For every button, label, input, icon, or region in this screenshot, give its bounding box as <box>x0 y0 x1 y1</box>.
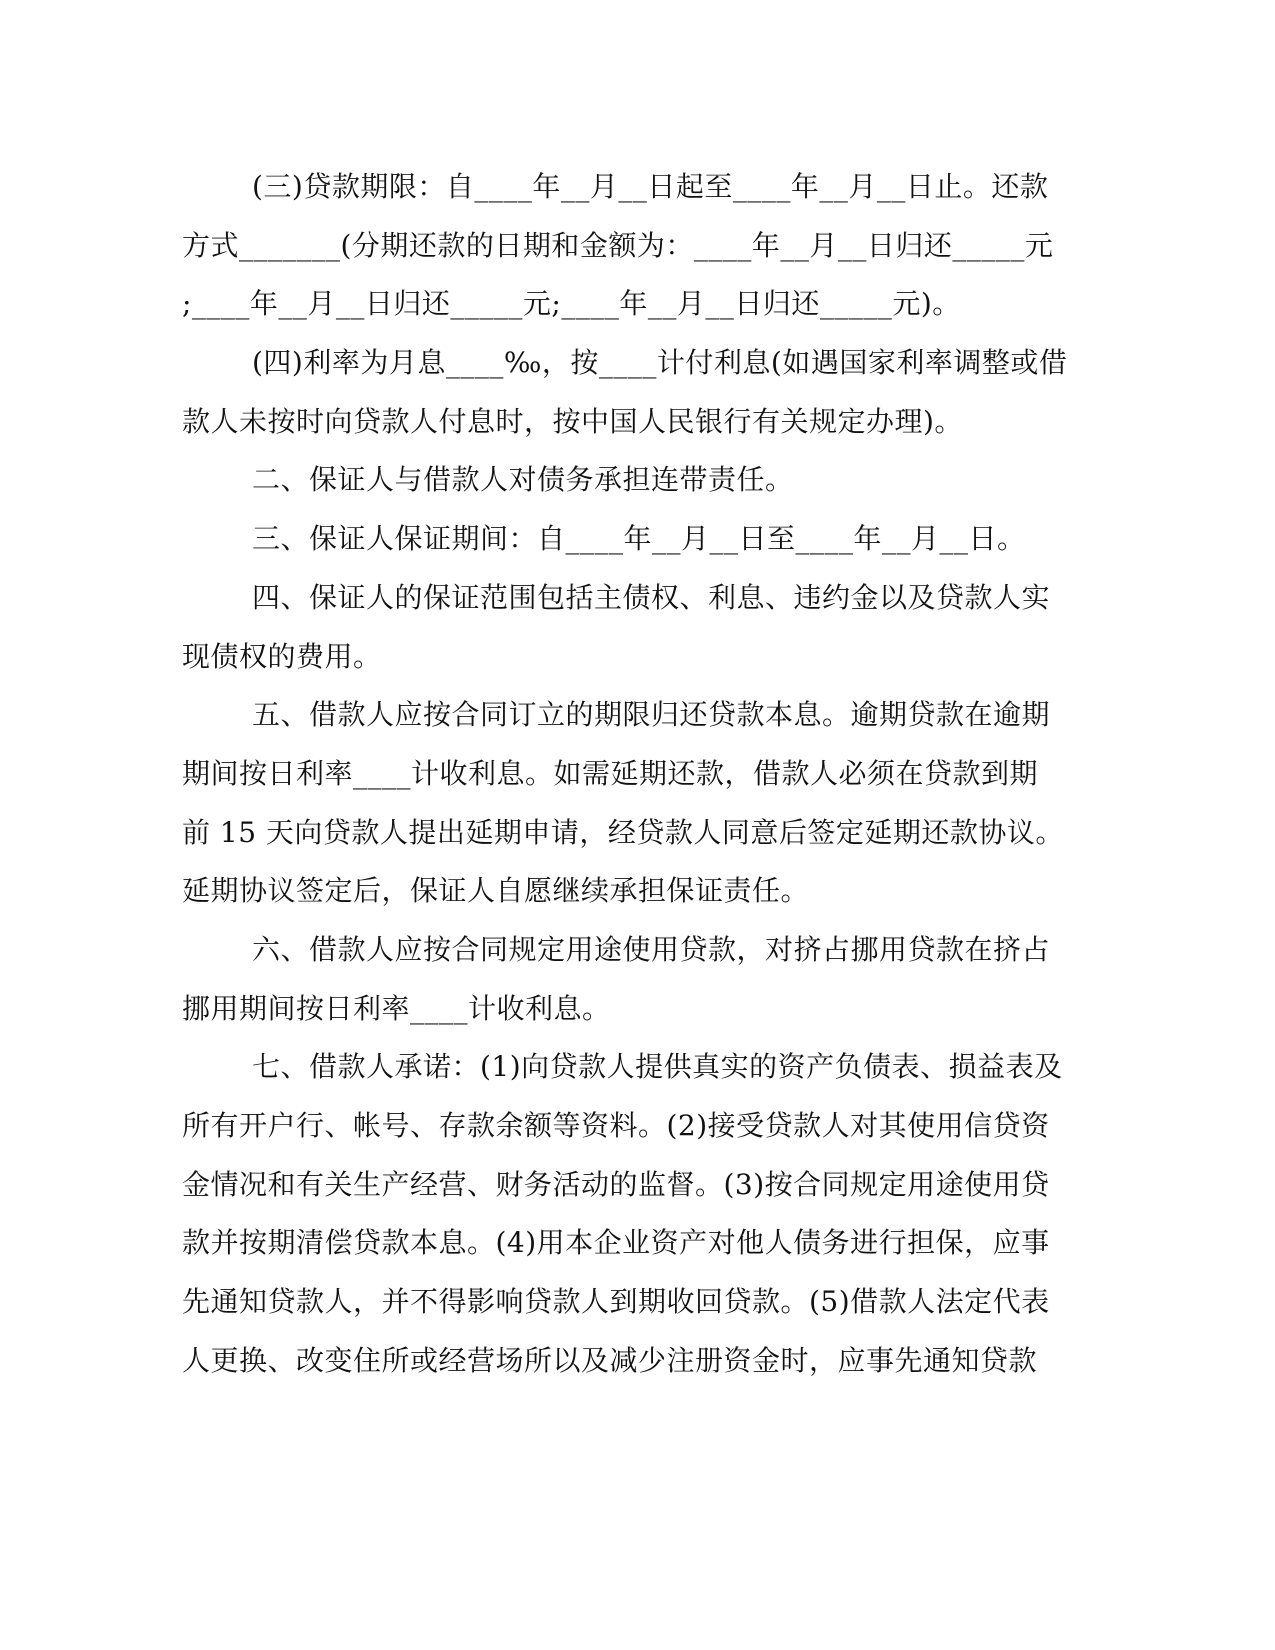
text-line: 金情况和有关生产经营、财务活动的监督。(3)按合同规定用途使用贷 <box>182 1167 1050 1201</box>
text-line: 方式_______(分期还款的日期和金额为：____年__月__日归还_____元 <box>182 228 1054 262</box>
text-line: 款人未按时向贷款人付息时，按中国人民银行有关规定办理)。 <box>182 404 963 438</box>
text-line: 款并按期清偿贷款本息。(4)用本企业资产对他人债务进行担保，应事 <box>182 1226 1050 1260</box>
text-line: 期间按日利率____计收利息。如需延期还款，借款人必须在贷款到期 <box>182 756 1039 790</box>
text-line: 二、保证人与借款人对债务承担连带责任。 <box>252 463 794 497</box>
text-line: (四)利率为月息____‰，按____计付利息(如遇国家利率调整或借 <box>252 346 1068 380</box>
text-line: 先通知贷款人，并不得影响贷款人到期收回贷款。(5)借款人法定代表 <box>182 1285 1050 1319</box>
document-body <box>182 158 1068 1390</box>
text-line: 四、保证人的保证范围包括主债权、利息、违约金以及贷款人实 <box>252 580 1051 614</box>
text-line: 三、保证人保证期间：自____年__月__日至____年__月__日。 <box>252 522 1026 556</box>
text-line: ;____年__月__日归还_____元;____年__月__日归还_____元)。 <box>182 287 961 321</box>
text-line: (三)贷款期限：自____年__月__日起至____年__月__日止。还款 <box>252 170 1049 203</box>
text-line: 延期协议签定后，保证人自愿继续承担保证责任。 <box>182 874 810 908</box>
text-line: 七、借款人承诺：(1)向贷款人提供真实的资产负债表、损益表及 <box>252 1050 1063 1084</box>
text-line: 挪用期间按日利率____计收利息。 <box>182 991 611 1025</box>
text-line: 五、借款人应按合同订立的期限归还贷款本息。逾期贷款在逾期 <box>252 698 1051 732</box>
text-line: 六、借款人应按合同规定用途使用贷款，对挤占挪用贷款在挤占 <box>252 932 1051 966</box>
text-line: 所有开户行、帐号、存款余额等资料。(2)接受贷款人对其使用信贷资 <box>182 1109 1050 1142</box>
text-line: 现债权的费用。 <box>182 639 382 673</box>
text-line: 人更换、改变住所或经营场所以及减少注册资金时，应事先通知贷款 <box>182 1343 1038 1377</box>
text-line: 前 15 天向贷款人提出延期申请，经贷款人同意后签定延期还款协议。 <box>182 815 1064 849</box>
